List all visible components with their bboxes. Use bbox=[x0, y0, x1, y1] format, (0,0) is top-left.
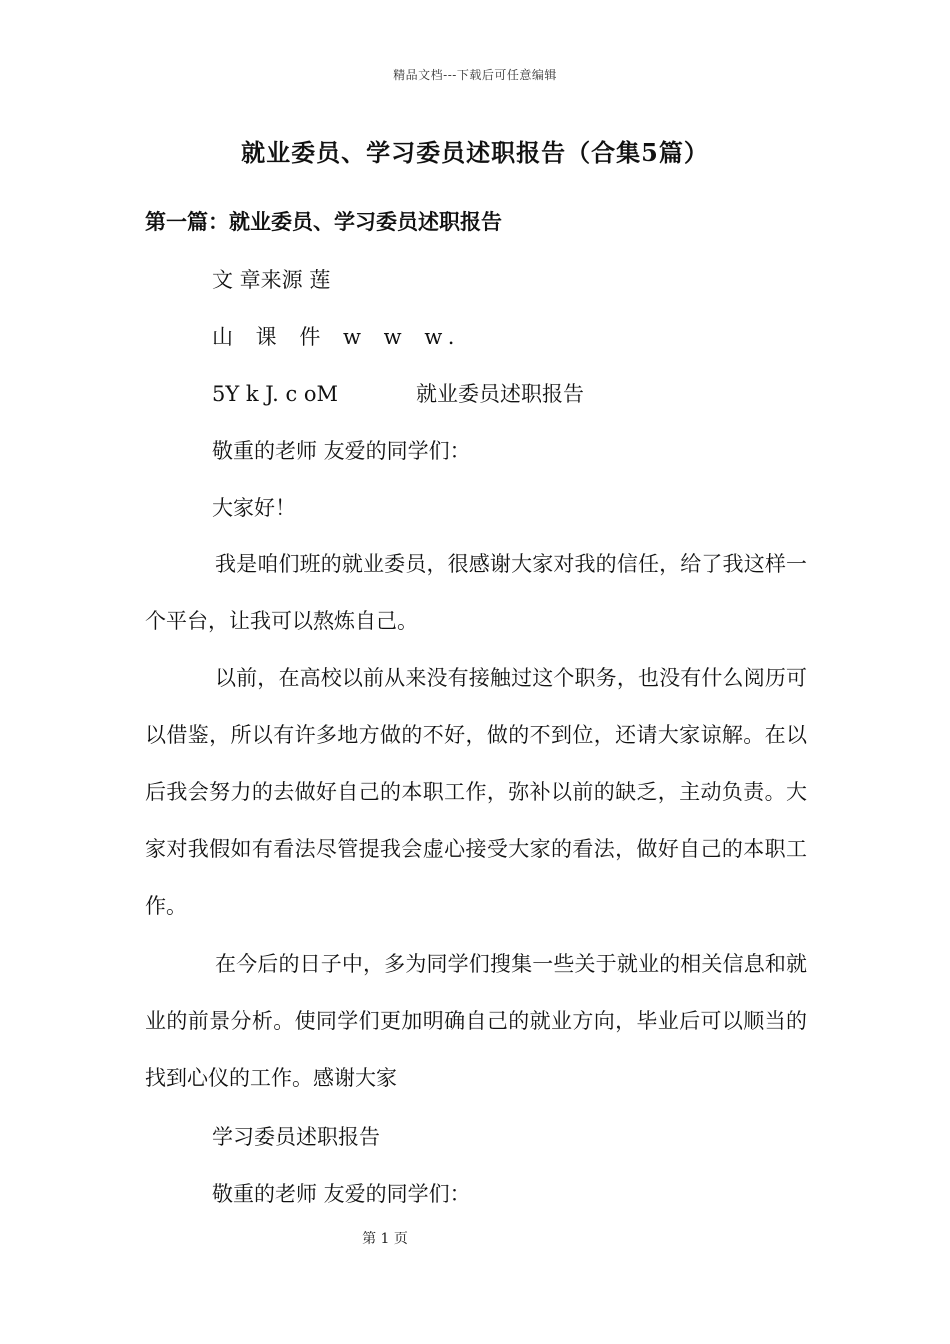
document-title: 就业委员、学习委员述职报告（合集5篇） bbox=[241, 138, 709, 167]
paragraph-2: 以前，在高校以前从来没有接触过这个职务，也没有什么阅历可以借鉴，所以有许多地方做的不好，做的不到位，还请大家谅解。在以后我会努力的去做好自己的本职工作，弥补以前的缺乏，主动负责。大家对我假如有看法尽管提我会虚心接受大家的看法，做好自己的本职工作。 bbox=[145, 666, 807, 918]
hello: 大家好！ bbox=[212, 496, 296, 520]
report-subtitle: 就业委员述职报告 bbox=[416, 382, 585, 406]
greeting-2: 敬重的老师 友爱的同学们： bbox=[212, 1182, 471, 1206]
paragraph-1: 我是咱们班的就业委员，很感谢大家对我的信任，给了我这样一个平台，让我可以熬炼自己。 bbox=[145, 552, 807, 633]
paragraph-3: 在今后的日子中，多为同学们搜集一些关于就业的相关信息和就业的前景分析。使同学们更加明确自己的就业方向，毕业后可以顺当的找到心仪的工作。感谢大家 bbox=[145, 952, 807, 1090]
header-note: 精品文档---下载后可任意编辑 bbox=[393, 68, 557, 82]
study-report-title: 学习委员述职报告 bbox=[212, 1125, 380, 1149]
page-number: 第 1 页 bbox=[362, 1231, 408, 1247]
source-line-3 bbox=[212, 378, 584, 408]
source-line-1: 文 章来源 莲 bbox=[212, 268, 331, 292]
greeting: 敬重的老师 友爱的同学们： bbox=[212, 439, 471, 463]
source-line-3-left: 5Y k J. c oM bbox=[212, 382, 339, 406]
section-title: 第一篇：就业委员、学习委员述职报告 bbox=[145, 209, 502, 234]
source-line-2: 山 课 件 w w w. bbox=[212, 325, 463, 349]
